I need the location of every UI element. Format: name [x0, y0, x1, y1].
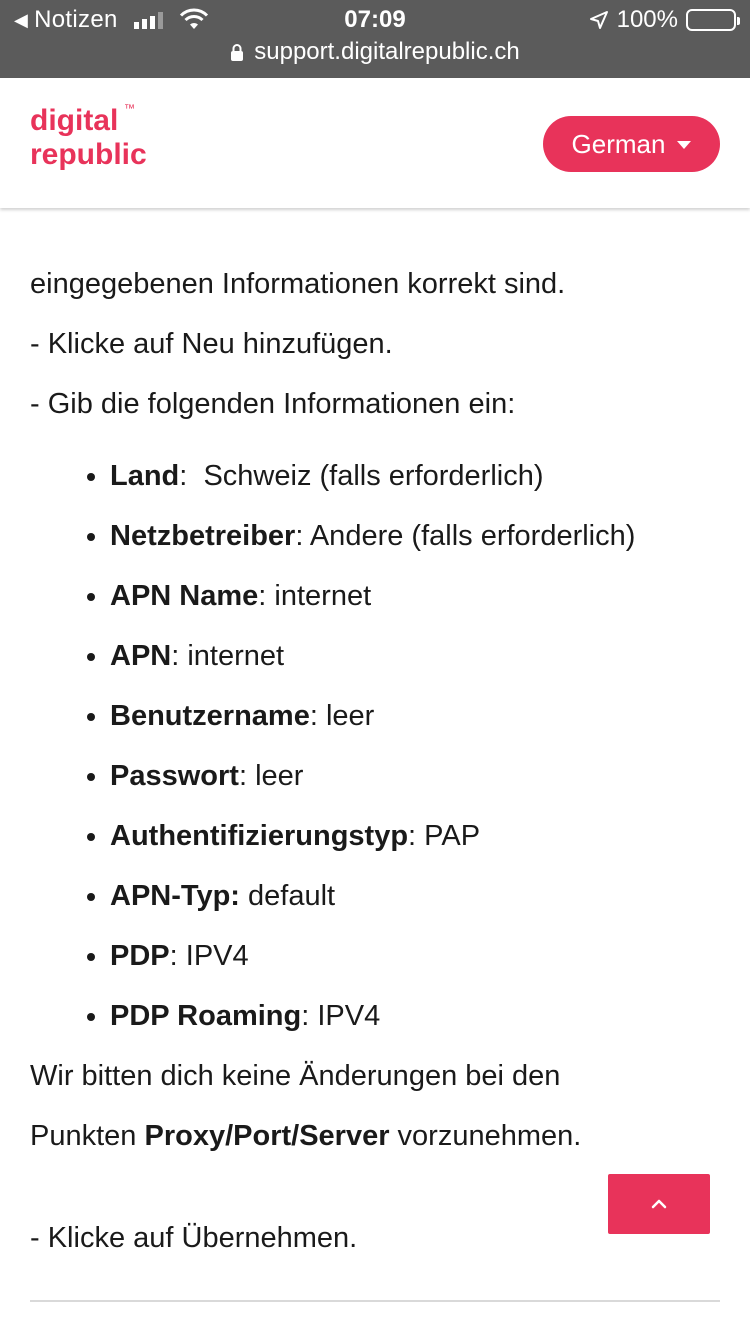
scroll-to-top-button[interactable]: [608, 1174, 710, 1234]
setting-item: [110, 626, 730, 686]
note-bold: Proxy/Port/Server: [144, 1120, 390, 1152]
battery-percent: 100%: [616, 6, 678, 33]
setting-separator: :: [309, 700, 326, 732]
article-partial-line-wrap: [30, 208, 730, 254]
setting-value: IPV4: [317, 1000, 381, 1032]
setting-item: [110, 926, 730, 986]
back-caret-icon: ◀: [14, 9, 29, 30]
setting-key: APN Name: [110, 580, 259, 612]
back-app-label: Notizen: [34, 6, 118, 33]
setting-value: default: [248, 880, 336, 912]
language-dropdown-button[interactable]: [543, 116, 720, 172]
location-arrow-icon: [589, 10, 609, 30]
url-text: support.digitalrepublic.ch: [254, 38, 520, 65]
setting-item: [110, 686, 730, 746]
apply-instruction: - Klicke auf Übernehmen.: [30, 1222, 358, 1254]
setting-key: Benutzername: [110, 700, 310, 732]
setting-key: PDP Roaming: [110, 1000, 302, 1032]
setting-key: Authentifizierungstyp: [110, 820, 409, 852]
article-line: - Gib die folgenden Informationen ein:: [30, 388, 516, 420]
setting-item: [110, 986, 730, 1046]
logo-graphic: [30, 98, 170, 178]
setting-key: Netzbetreiber: [110, 520, 296, 552]
setting-separator: :: [171, 640, 188, 672]
logo-line-2: republic: [30, 138, 147, 171]
article-line: - Klicke auf Neu hinzufügen.: [30, 328, 393, 360]
site-header: [0, 78, 750, 208]
battery-icon: [686, 9, 736, 31]
article-body: [30, 208, 730, 1166]
caret-down-icon: [677, 141, 691, 149]
setting-value: IPV4: [185, 940, 249, 972]
setting-item: [110, 446, 730, 506]
digital-republic-logo[interactable]: [30, 98, 170, 183]
browser-chrome: [0, 0, 750, 78]
setting-value: internet: [187, 640, 285, 672]
setting-separator: :: [238, 760, 256, 792]
setting-separator: :: [408, 820, 425, 852]
language-label: German: [571, 128, 666, 159]
address-bar[interactable]: [0, 38, 750, 66]
setting-value: internet: [274, 580, 372, 612]
setting-item: [110, 566, 730, 626]
setting-key: APN-Typ:: [110, 880, 240, 912]
setting-value: PAP: [424, 820, 481, 852]
setting-item: [110, 866, 730, 926]
lock-icon: [230, 43, 244, 61]
note-line: Wir bitten dich keine Änderungen bei den: [30, 1060, 561, 1092]
setting-separator: :: [295, 520, 310, 552]
setting-separator: :: [179, 460, 204, 492]
setting-key: Land: [110, 460, 180, 492]
setting-item: [110, 806, 730, 866]
setting-value: Schweiz (falls erforderlich): [203, 460, 544, 492]
clock: 07:09: [344, 6, 406, 33]
status-bar: [0, 0, 750, 40]
note-suffix: vorzunehmen.: [389, 1120, 582, 1152]
setting-value: leer: [255, 760, 304, 792]
divider: [30, 1300, 720, 1302]
note-prefix: Punkten: [30, 1120, 145, 1152]
setting-separator: :: [301, 1000, 318, 1032]
setting-value: leer: [325, 700, 375, 732]
setting-item: [110, 506, 730, 566]
chevron-up-icon: [651, 1199, 667, 1209]
logo-trademark: ™: [124, 103, 135, 115]
setting-value: Andere (falls erforderlich): [309, 520, 636, 552]
setting-separator: [240, 880, 248, 912]
note-line-2: [30, 1106, 730, 1166]
logo-line-1: digital: [30, 104, 119, 137]
setting-key: APN: [110, 640, 172, 672]
apn-settings-list: [30, 446, 730, 1046]
setting-key: PDP: [110, 940, 170, 972]
setting-key: Passwort: [110, 760, 239, 792]
status-right: [589, 6, 736, 34]
article-line: eingegebenen Informationen korrekt sind.: [30, 268, 566, 300]
setting-separator: :: [169, 940, 186, 972]
setting-separator: :: [258, 580, 275, 612]
setting-item: [110, 746, 730, 806]
